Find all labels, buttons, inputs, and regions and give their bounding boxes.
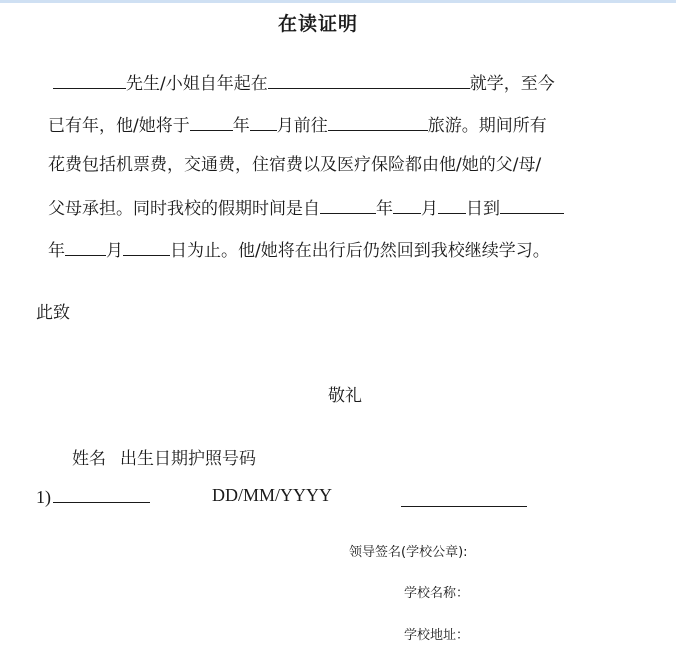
body-text-y2: 年 [48, 241, 65, 261]
body-text-travel: 旅游。期间所有 [427, 116, 547, 136]
travel-year-blank[interactable] [190, 113, 233, 131]
holiday-end-day-blank[interactable] [123, 238, 170, 256]
leader-signature-label: 领导签名(学校公章): [349, 545, 468, 560]
salutation: 此致 [36, 303, 70, 323]
body-line-2 [48, 113, 547, 137]
destination-blank[interactable] [328, 113, 428, 131]
body-text-mr-ms: 先生/小姐自年起在 [126, 74, 268, 94]
body-line-4 [48, 196, 564, 220]
name-blank[interactable] [53, 71, 126, 89]
body-text-already: 已有年，他/她将于 [48, 116, 190, 136]
document-title: 在读证明 [277, 13, 358, 35]
passport-number-blank[interactable] [401, 490, 527, 507]
body-text-study: 就学，至今 [469, 74, 555, 94]
birth-date-format: DD/MM/YYYY [212, 485, 333, 505]
field-passport: 护照号码 [188, 449, 256, 469]
body-line-1 [53, 71, 555, 95]
school-blank[interactable] [268, 71, 470, 89]
applicant-name-blank[interactable] [53, 485, 150, 503]
holiday-start-month-blank[interactable] [393, 196, 421, 214]
body-text-m2: 月 [106, 241, 123, 261]
field-headers [72, 444, 256, 469]
field-name: 姓名 [72, 449, 106, 469]
body-text-day-to: 日到 [466, 199, 500, 219]
applicant-row-1 [36, 485, 150, 508]
body-line-5 [48, 238, 550, 262]
body-text-expenses: 花费包括机票费，交通费，住宿费以及医疗保险都由他/她的父/母/ [48, 155, 542, 175]
school-name-label: 学校名称： [404, 586, 470, 601]
holiday-start-year-blank[interactable] [320, 196, 376, 214]
travel-month-blank[interactable] [250, 113, 277, 131]
regards: 敬礼 [328, 386, 362, 406]
body-text-month-go: 月前往 [276, 116, 328, 136]
row-index: 1) [36, 487, 51, 507]
body-text-m: 月 [421, 199, 438, 219]
holiday-start-day-blank[interactable] [438, 196, 466, 214]
holiday-end-year-blank[interactable] [500, 196, 564, 214]
school-address-label: 学校地址： [404, 628, 470, 643]
body-text-year: 年 [232, 116, 250, 136]
window-top-strip [0, 0, 676, 3]
body-line-3 [48, 154, 541, 176]
body-text-parents: 父母承担。同时我校的假期时间是自 [48, 199, 320, 219]
body-text-end: 日为止。他/她将在出行后仍然回到我校继续学习。 [170, 241, 550, 261]
body-text-y: 年 [376, 199, 393, 219]
holiday-end-month-blank[interactable] [65, 238, 106, 256]
field-birth-date: 出生日期 [120, 449, 188, 469]
